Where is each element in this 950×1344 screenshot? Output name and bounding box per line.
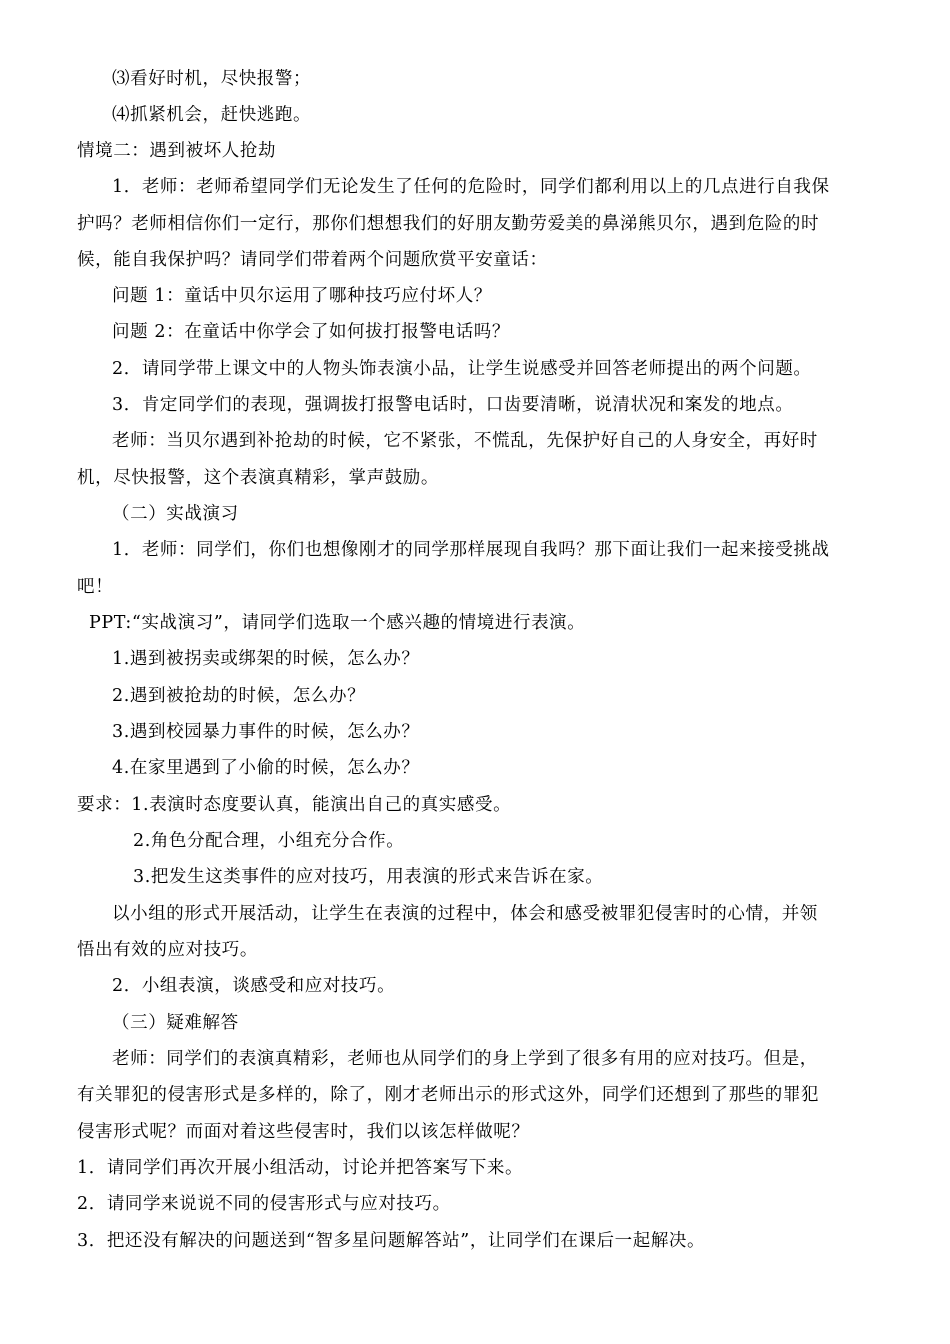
requirement-line: 2.角色分配合理，小组充分合作。 [133, 831, 405, 851]
text-line: ⑶看好时机，尽快报警； [112, 69, 312, 89]
text-line: 老师：同学们的表演真精彩，老师也从同学们的身上学到了很多有用的应对技巧。但是， [112, 1049, 818, 1069]
text-line: 以小组的形式开展活动，让学生在表演的过程中，体会和感受被罪犯侵害时的心情，并领 [112, 904, 818, 924]
text-line: ⑷抓紧机会，赶快逃跑。 [112, 105, 312, 125]
requirement-line: 3.把发生这类事件的应对技巧，用表演的形式来告诉在家。 [133, 867, 604, 887]
list-item: 4.在家里遇到了小偷的时候，怎么办？ [112, 758, 420, 778]
text-line: 老师：当贝尔遇到补抢劫的时候，它不紧张，不慌乱，先保护好自己的人身安全，再好时 [112, 431, 818, 451]
text-line: 2．请同学带上课文中的人物头饰表演小品，让学生说感受并回答老师提出的两个问题。 [112, 359, 812, 379]
list-item: 3．把还没有解决的问题送到“智多星问题解答站”，让同学们在课后一起解决。 [77, 1231, 706, 1251]
text-line: 机，尽快报警，这个表演真精彩，掌声鼓励。 [77, 468, 439, 488]
section-heading: （三）疑难解答 [112, 1013, 239, 1033]
text-line: 侵害形式呢？而面对着这些侵害时，我们以该怎样做呢？ [77, 1122, 530, 1142]
text-line: 3．肯定同学们的表现，强调拔打报警电话时，口齿要清晰，说清状况和案发的地点。 [112, 395, 794, 415]
text-line: 1．老师：老师希望同学们无论发生了任何的危险时，同学们都利用以上的几点进行自我保 [112, 177, 830, 197]
text-line: 2．小组表演，谈感受和应对技巧。 [112, 976, 396, 996]
list-item: 2.遇到被抢劫的时候，怎么办？ [112, 686, 366, 706]
list-item: 3.遇到校园暴力事件的时候，怎么办？ [112, 722, 420, 742]
text-line: 候，能自我保护吗？请同学们带着两个问题欣赏平安童话： [77, 250, 548, 270]
section-heading: 情境二：遇到被坏人抢劫 [77, 141, 277, 161]
text-line: PPT:“实战演习”，请同学们选取一个感兴趣的情境进行表演。 [89, 613, 586, 633]
text-line: 有关罪犯的侵害形式是多样的，除了，刚才老师出示的形式这外，同学们还想到了那些的罪犯 [77, 1085, 820, 1105]
text-line: 吧！ [77, 577, 114, 597]
text-line: 悟出有效的应对技巧。 [77, 940, 258, 960]
list-item: 1．请同学们再次开展小组活动，讨论并把答案写下来。 [77, 1158, 524, 1178]
text-line: 护吗？老师相信你们一定行，那你们想想我们的好朋友勤劳爱美的鼻涕熊贝尔，遇到危险的时 [77, 214, 820, 234]
list-item: 2．请同学来说说不同的侵害形式与应对技巧。 [77, 1194, 451, 1214]
requirement-line: 要求：1.表演时态度要认真，能演出自己的真实感受。 [77, 795, 512, 815]
section-heading: （二）实战演习 [112, 504, 239, 524]
list-item: 1.遇到被拐卖或绑架的时候，怎么办？ [112, 649, 420, 669]
text-line: 问题 1：童话中贝尔运用了哪种技巧应付坏人？ [112, 286, 492, 306]
text-line: 问题 2：在童话中你学会了如何拔打报警电话吗？ [112, 322, 510, 342]
text-line: 1．老师：同学们，你们也想像刚才的同学那样展现自我吗？那下面让我们一起来接受挑战 [112, 540, 830, 560]
